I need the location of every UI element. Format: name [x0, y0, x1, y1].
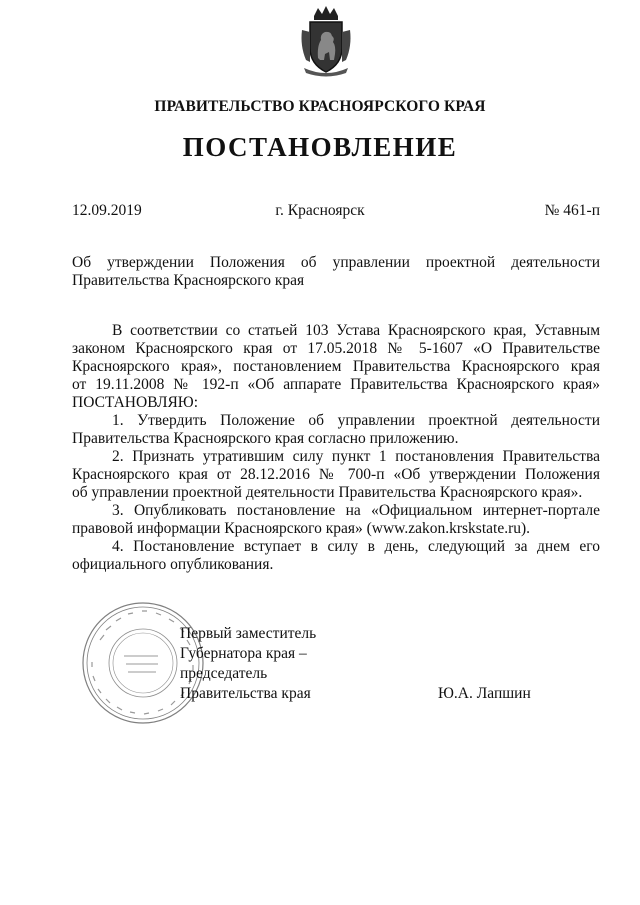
position-line: Правительства края [180, 685, 311, 702]
preamble-line: от 19.11.2008 № 192-п «Об аппарате Правительства Красноярского края» [72, 376, 600, 393]
item-line: об управлении проектной деятельности Правительства Красноярского края». [72, 484, 583, 501]
signatory-name: Ю.А. Лапшин [438, 685, 531, 702]
coat-of-arms-icon [298, 2, 354, 78]
preamble-line: законом Красноярского края от 17.05.2018 № 5-1607 «О Правительстве [72, 340, 600, 357]
preamble-line: ПОСТАНОВЛЯЮ: [72, 394, 199, 411]
item-line: Правительства Красноярского края согласно приложению. [72, 430, 459, 447]
subject-line: Правительства Красноярского края [72, 272, 305, 289]
item-line: 3. Опубликовать постановление на «Официальном интернет-портале [112, 502, 600, 519]
subject-line: Об утверждении Положения об управлении проектной деятельности [72, 254, 600, 271]
item-line: 4. Постановление вступает в силу в день, следующий за днем его [112, 538, 600, 555]
document-subject [72, 254, 600, 290]
preamble-line: Красноярского края», постановлением Правительства Красноярского края [72, 358, 600, 375]
document-type: ПОСТАНОВЛЕНИЕ [182, 132, 458, 162]
position-line: Губернатора края – [180, 645, 307, 662]
item-line: 1. Утвердить Положение об управлении проектной деятельности [112, 412, 600, 429]
position-line: председатель [180, 665, 268, 682]
document-place: г. Красноярск [275, 202, 365, 219]
organization-name: ПРАВИТЕЛЬСТВО КРАСНОЯРСКОГО КРАЯ [154, 98, 486, 115]
signatory-position [180, 624, 316, 704]
item-line: 2. Признать утратившим силу пункт 1 постановления Правительства [112, 448, 600, 465]
position-line: Первый заместитель [180, 625, 317, 642]
document-date: 12.09.2019 [72, 202, 142, 219]
document-number: № 461-п [544, 202, 600, 219]
item-line: правовой информации Красноярского края» (www.zakon.krskstate.ru). [72, 520, 531, 537]
item-line: Красноярского края от 28.12.2016 № 700-п «Об утверждении Положения [72, 466, 600, 483]
preamble-line: В соответствии со статьей 103 Устава Красноярского края, Уставным [112, 322, 600, 339]
document-body [72, 322, 600, 574]
item-line: официального опубликования. [72, 556, 274, 573]
